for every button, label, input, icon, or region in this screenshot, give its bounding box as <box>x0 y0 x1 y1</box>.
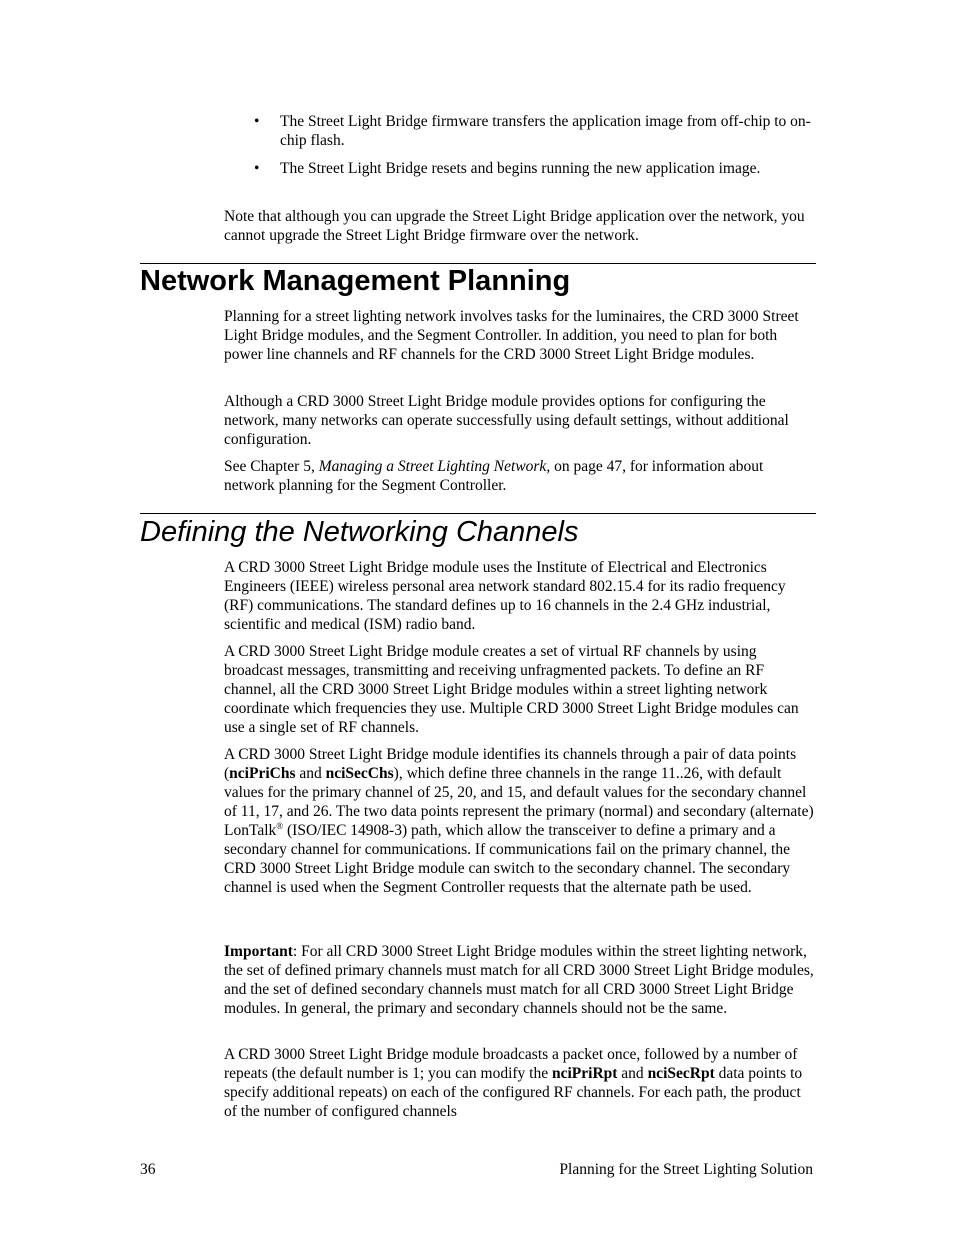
datapoint-name: nciPriChs <box>229 765 296 782</box>
chapter-title-reference: Managing a Street Lighting Network <box>318 458 547 475</box>
paragraph-data-points: A CRD 3000 Street Light Bridge module identifies its channels through a pair of data points (nciPriChs and nciSecChs), which define three channels in the range 11..26, with default values for the primary channel of 25, 20, and 15, and default values for the secondary channel of 11, 17, and 26. The two data points represent the primary (normal) and secondary (alternate) LonTalk® (ISO/IEC 14908-3) path, which allow the transceiver to define a primary and a secondary channel for communications. If communications fail on the primary channel, the CRD 3000 Street Light Bridge module can switch to the secondary channel. The secondary channel is used when the Segment Controller requests that the alternate path be used. <box>224 746 814 896</box>
datapoint-name: nciSecRpt <box>647 1065 715 1082</box>
paragraph-important: Important: For all CRD 3000 Street Light Bridge modules within the street lighting network, the set of defined primary channels must match for all CRD 3000 Street Light Bridge modules, and the set of defined secondary channels must match for all CRD 3000 Street Light Bridge modules. In general, the primary and secondary channels should not be the same. <box>224 943 814 1017</box>
paragraph: Planning for a street lighting network involves tasks for the luminaires, the CRD 3000 Street Light Bridge modules, and the Segment Controller. In addition, you need to plan for both power line channels and RF channels for the CRD 3000 Street Light Bridge modules. <box>224 308 799 363</box>
section-heading-defining-channels: Defining the Networking Channels <box>140 516 579 548</box>
bullet-text: The Street Light Bridge resets and begins running the new application image. <box>280 160 761 177</box>
section-heading-network-management: Network Management Planning <box>140 265 571 297</box>
paragraph-chapter-reference: See Chapter 5, Managing a Street Lighting Network, on page 47, for information about network planning for the Segment Controller. <box>224 458 764 494</box>
datapoint-name: nciSecChs <box>325 765 394 782</box>
important-label: Important <box>224 943 293 960</box>
registered-mark: ® <box>276 820 284 831</box>
datapoint-name: nciPriRpt <box>551 1065 618 1082</box>
footer-chapter-title: Planning for the Street Lighting Solution <box>559 1161 813 1178</box>
bullet-list <box>224 112 824 187</box>
paragraph: A CRD 3000 Street Light Bridge module uses the Institute of Electrical and Electronics Engineers (IEEE) wireless personal area network standard 802.15.4 for its radio frequency (RF) communications. The standard defines up to 16 channels in the 2.4 GHz industrial, scientific and medical (ISM) radio band. <box>224 559 786 633</box>
bullet-glyph: • <box>254 113 260 130</box>
bullet-text: The Street Light Bridge firmware transfers the application image from off-chip to on-chip flash. <box>280 113 811 149</box>
bullet-glyph: • <box>254 160 260 177</box>
section-divider <box>140 513 816 514</box>
bullet-item <box>224 159 824 178</box>
paragraph-repeats: A CRD 3000 Street Light Bridge module broadcasts a packet once, followed by a number of repeats (the default number is 1; you can modify the nciPriRpt and nciSecRpt data points to specify additional repeats) on each of the configured RF channels. For each path, the product of the number of configured channels <box>224 1046 803 1120</box>
note-paragraph: Note that although you can upgrade the Street Light Bridge application over the network, you cannot upgrade the Street Light Bridge firmware over the network. <box>224 208 805 244</box>
page-number: 36 <box>140 1161 156 1178</box>
paragraph: Although a CRD 3000 Street Light Bridge module provides options for configuring the network, many networks can operate successfully using default settings, without additional configuration. <box>224 393 789 448</box>
bullet-item <box>224 112 824 150</box>
paragraph: A CRD 3000 Street Light Bridge module creates a set of virtual RF channels by using broadcast messages, transmitting and receiving unfragmented packets. To define an RF channel, all the CRD 3000 Street Light Bridge modules within a street lighting network coordinate which frequencies they use. Multiple CRD 3000 Street Light Bridge modules can use a single set of RF channels. <box>224 643 799 736</box>
